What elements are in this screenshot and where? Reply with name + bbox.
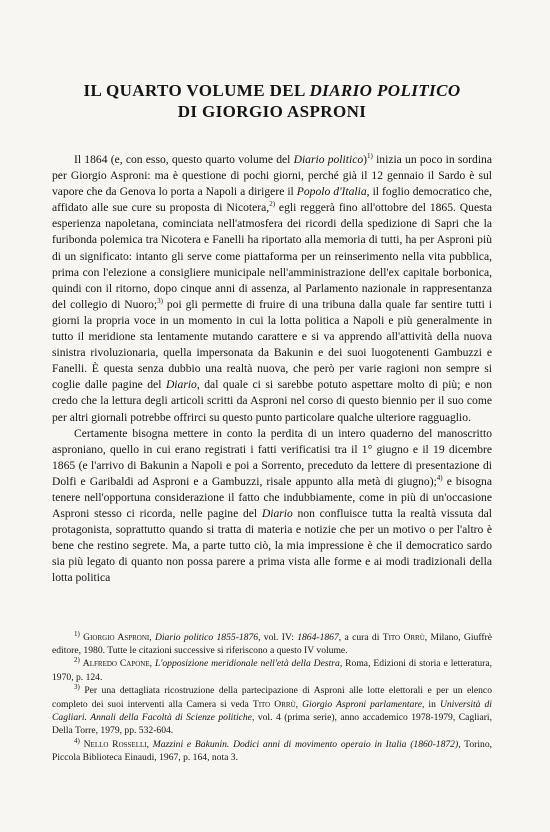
italic-text: Mazzini e Bakunin. Dodici anni di movimento operaio in Italia (1860-1872) [152, 738, 459, 750]
footnote-1 [52, 631, 492, 658]
text: Certamente bisogna mettere in conto la perdita di un intero quaderno del manoscritto asproniano, quello in cui erano registrati i fatti verificatisi tra il 1° giugno e il 19 dicembre 1865 (e l'arrivo di Bakunin a Napoli e poi a Sorrento, preceduto da lettere di presentazione di Dolfi e Garibaldi ad Asproni e a Gambuzzi, risale appunto alla metà di giugno); [52, 426, 492, 488]
title-italic: DIARIO POLITICO [309, 81, 461, 100]
italic-text: Diario [165, 378, 197, 392]
text: , il foglio democratico che, affidato alle sue cure su proposta di Nicotera, [52, 185, 492, 215]
footnote-2 [52, 657, 492, 684]
text: non confluisce tutta la realtà vissuta dal protagonista, soprattutto quando si tratta di materia e notizie che per un motivo o per l'altro è bene che restino segrete. Ma, a parte tutto ciò, la mia impressione è che il democratico sardo sia più legato di quanto non possa parere a prima vista alle forme e ai modi tradizionali della lotta politica [52, 507, 492, 585]
text: , in [421, 698, 440, 710]
italic-text: 1864-1867 [297, 631, 339, 643]
footnote-ref-4: 4) [436, 474, 443, 483]
italic-text: Giorgio Asproni parlamentare [302, 698, 422, 710]
text: , vol. IV: [258, 631, 298, 643]
italic-text: Diario politico 1855-1876 [154, 631, 259, 643]
footnote-number: 1) [74, 629, 80, 638]
author-name: Tito Orrù [382, 631, 425, 643]
italic-text: L'opposizione meridionale nell'età della Destra [154, 658, 340, 670]
author-name: Tito Orrù [252, 698, 296, 710]
title-line-2: DI GIORGIO ASPRONI [177, 102, 367, 121]
text: , [295, 698, 303, 710]
footnote-spacer [52, 587, 492, 631]
title-text: IL QUARTO VOLUME DEL [83, 81, 310, 100]
text: , [146, 738, 153, 750]
article-title [52, 80, 492, 122]
footnote-ref-3: 3) [157, 296, 163, 305]
text: , Roma, Edizioni di storia e letteratura, 1970, p. 124. [52, 658, 493, 683]
footnote-3 [52, 684, 492, 738]
text: egli reggerà fino all'ottobre del 1865. Questa esperienza napoletana, cominciata nell'atmosfera dei ricordi della spedizione di Sapri che la furibonda polemica tra Nicotera e Fanelli ha riportato alla memoria di tutti, ha per Asproni più di un significato: intanto gli serve come piattaforma per un reinserimento nella vita pubblica, prima con l'elezione a consigliere municipale nell'amministrazione dell'ex capitale borbonica, quindi con il ritorno, dopo cinque anni di assenza, al Parlamento nazionale in rappresentanza del collegio di Nuoro; [52, 201, 492, 311]
author-name: Nello Rosselli [83, 738, 147, 750]
footnotes [52, 631, 492, 765]
italic-text: Diario politico [293, 153, 364, 166]
text: poi gli permette di fruire di una tribuna dalla quale far sentire tutti i giorni la propria voce in un momento in cui la lotta politica a Napoli e più generalmente in tutto il meridione sta lentamente mutando carattere e si va apprendo all'attività della nuova sinistra rivoluzionaria, quella impersonata da Bakunin e dei suoi luogotenenti Gambuzzi e Fanelli. È questa senza dubbio una realtà nuova, che però per varie ragioni non sempre si coglie dalle pagine del [52, 297, 492, 392]
author-name: Giorgio Asproni [83, 631, 150, 643]
paragraph-2 [52, 426, 492, 587]
text: Il 1864 (e, con esso, questo quarto volume del [74, 153, 294, 166]
text: , [149, 658, 155, 670]
paragraph-1 [52, 152, 492, 426]
footnote-ref-1: 1) [367, 152, 373, 161]
italic-text: Università di Cagliari. Annali della Facoltà di Scienze politiche [52, 698, 492, 723]
text: e bisogna tenere nell'opportuna considerazione il fatto che indubbiamente, come in più di un'occasione Asproni stesso ci ricorda, nelle pagine del [52, 474, 492, 521]
text: , dal quale ci si sarebbe potuto aspettare molto di più; e non credo che la lettura degli articoli scritti da Asproni nel corso di questo biennio per il suo come per altri giornali potrebbe offrirci su questo punto particolare qualche ulteriore ragguaglio. [52, 378, 492, 424]
text: , a cura di [338, 631, 383, 643]
italic-text: Diario [261, 507, 293, 521]
text: , vol. 4 (prima serie), anno accademico 1978-1979, Cagliari, Della Torre, 1979, pp. 532-604. [52, 711, 492, 737]
article-body [52, 152, 492, 587]
text: , Milano, Giuffrè editore, 1980. Tutte le citazioni successive si riferiscono a questo IV volume. [52, 631, 492, 656]
text: inizia un poco in sordina per Giorgio Asproni: ma è questione di pochi giorni, perché già il 12 gennaio il Sardo è sul vapore che da Genova lo porta a Napoli a dirigere il [52, 153, 492, 199]
italic-text: Popolo d'Italia [296, 185, 367, 199]
footnote-number: 4) [74, 736, 80, 745]
text: , [149, 631, 155, 643]
text: Per una dettagliata ricostruzione della partecipazione di Asproni alle lotte elettorali e per un elenco completo dei suoi interventi alla Camera si veda [52, 685, 492, 710]
author-name: Alfredo Capone [82, 658, 150, 670]
text: , Torino, Piccola Biblioteca Einaudi, 1967, p. 164, nota 3. [52, 738, 493, 764]
title-line-1 [52, 80, 492, 101]
footnote-ref-2: 2) [269, 200, 276, 209]
text: ) [363, 153, 368, 166]
footnote-number: 2) [74, 656, 80, 665]
footnote-number: 3) [74, 682, 80, 691]
footnote-4 [52, 738, 492, 765]
